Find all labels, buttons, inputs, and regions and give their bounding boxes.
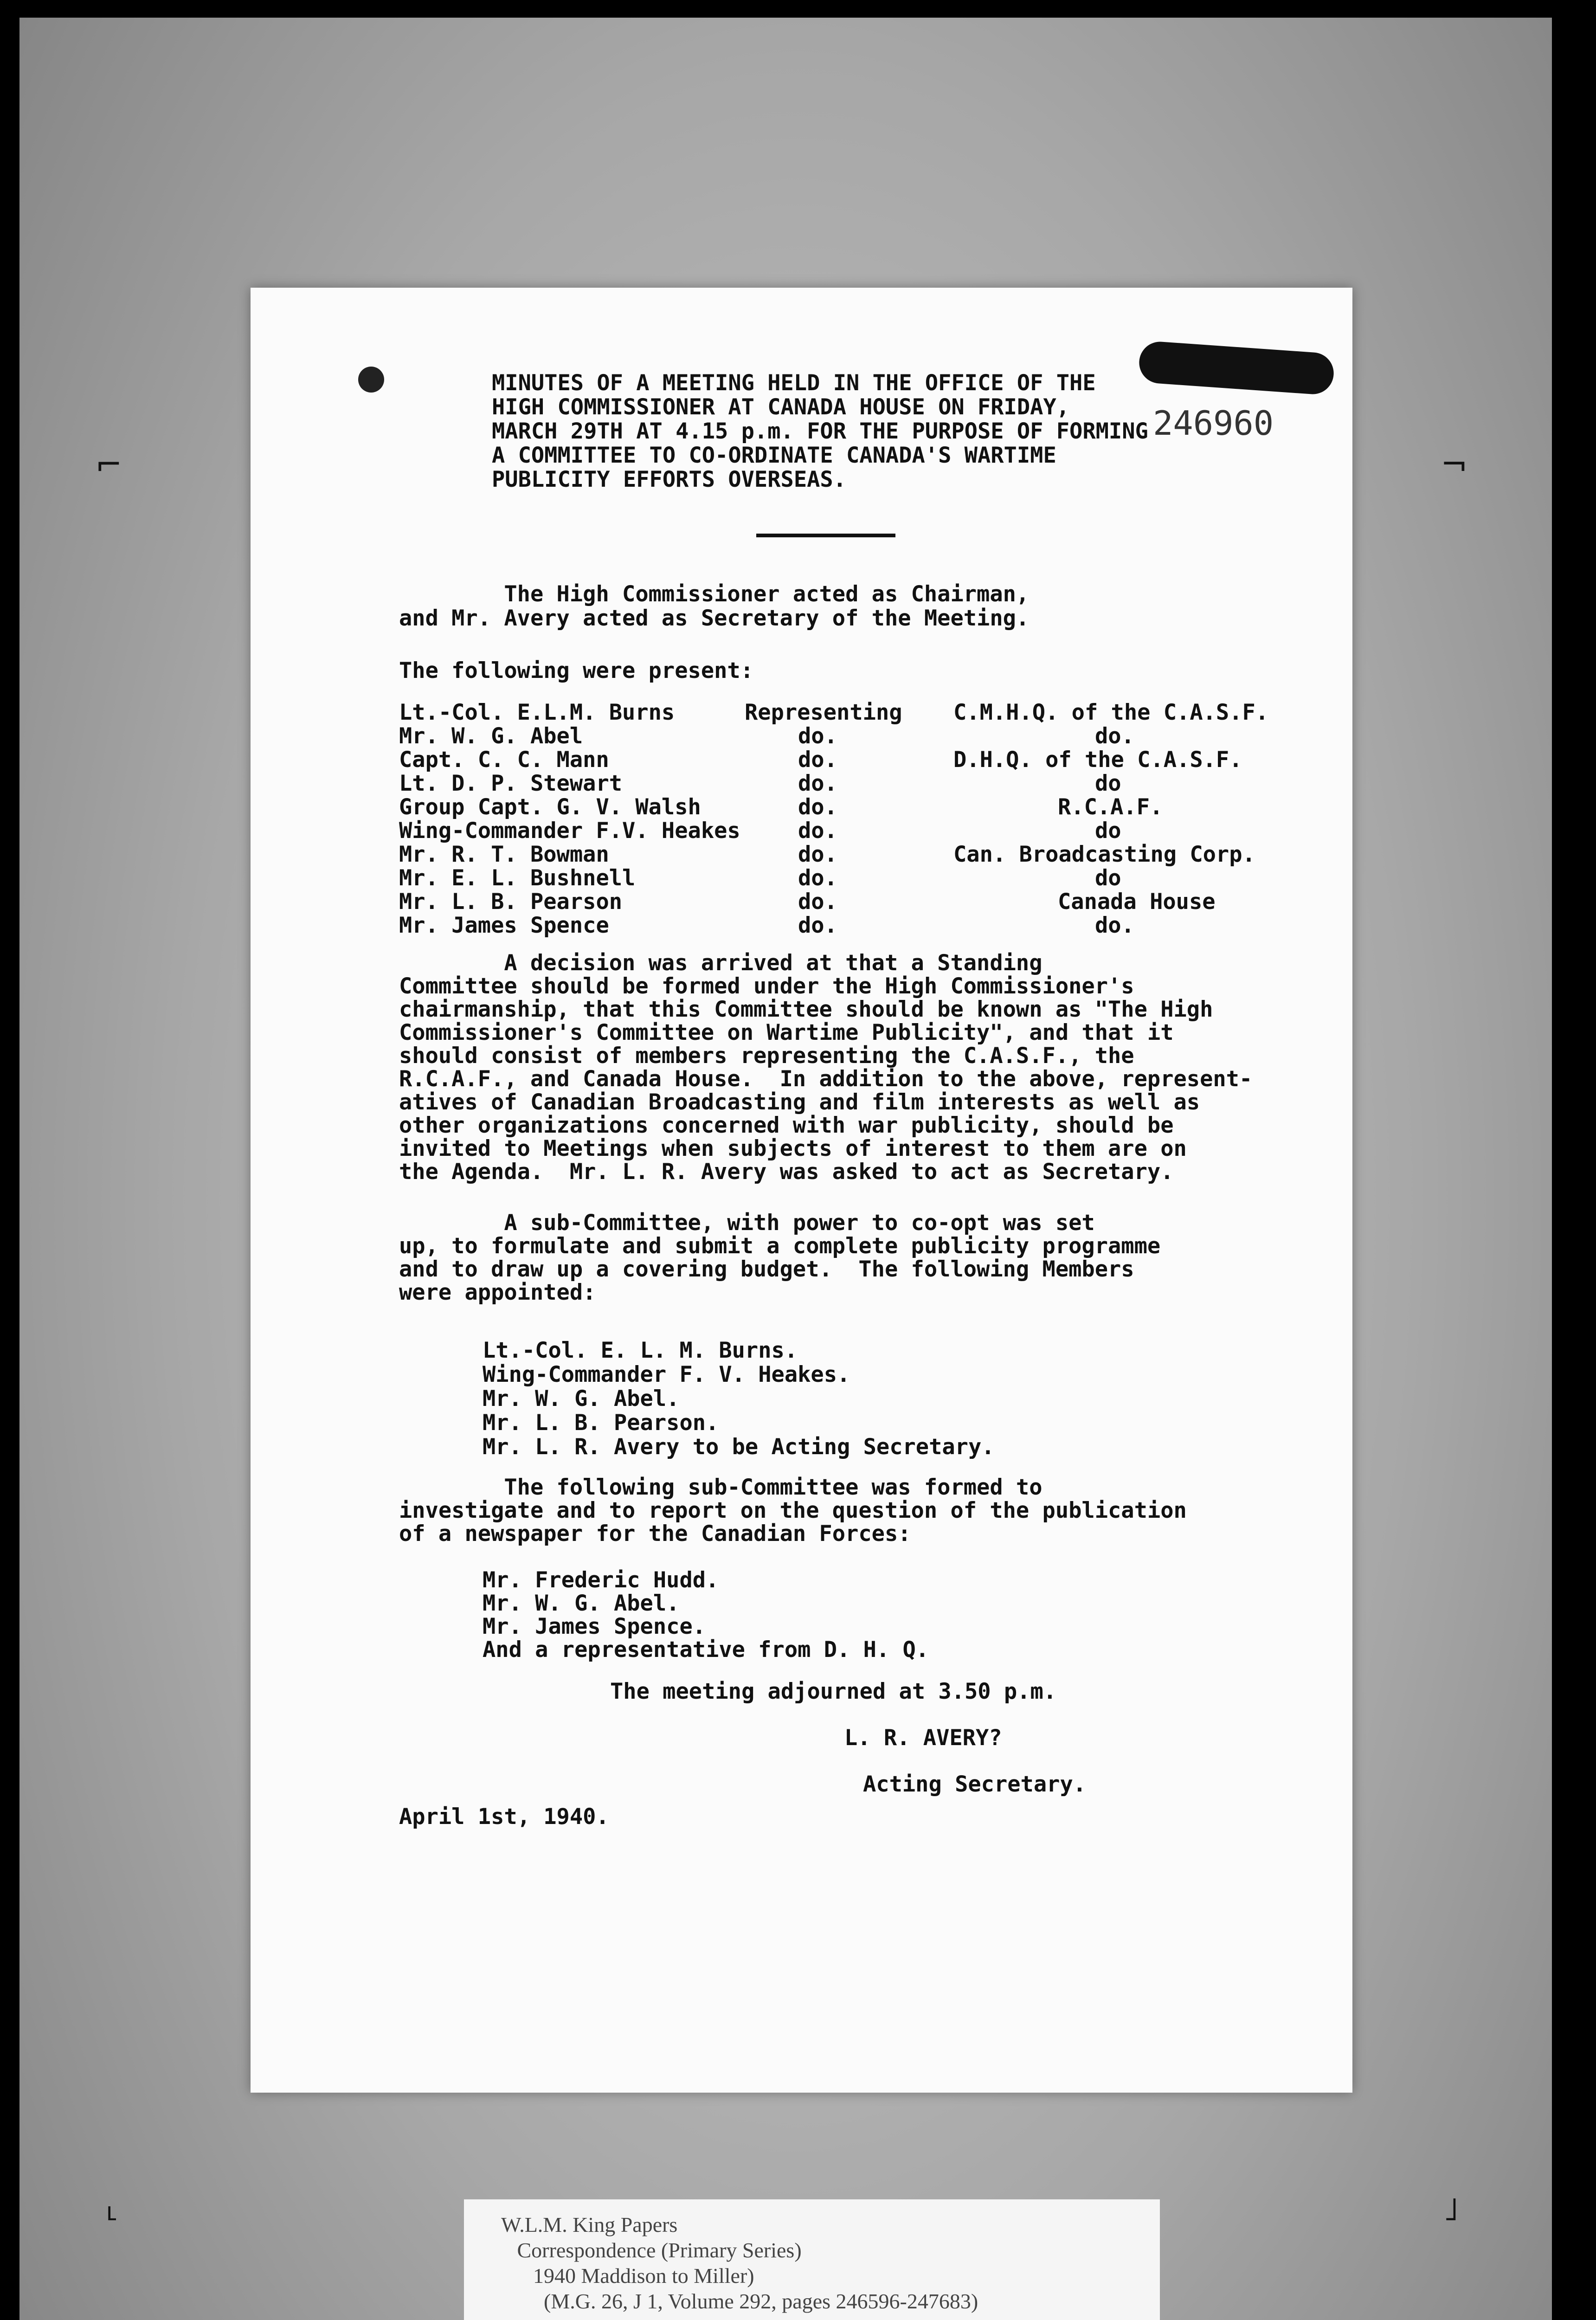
heading-rule xyxy=(756,534,895,537)
attendee-organization: Canada House xyxy=(1058,889,1216,915)
member-line: Wing-Commander F. V. Heakes. xyxy=(483,1362,850,1387)
corner-mark-br: ˩ xyxy=(1443,2190,1459,2228)
attendee-organization: do. xyxy=(1095,723,1134,749)
attendee-organization: D.H.Q. of the C.A.S.F. xyxy=(953,747,1242,773)
subcommittee-paragraph-line: up, to formulate and submit a complete publicity programme xyxy=(399,1233,1161,1259)
subcommittee-paragraph-line: and to draw up a covering budget. The following Members xyxy=(399,1257,1134,1282)
archive-reference-label xyxy=(464,2199,1160,2320)
heading-line: PUBLICITY EFFORTS OVERSEAS. xyxy=(492,467,847,492)
attendee-representing: do. xyxy=(798,913,837,938)
document-date: April 1st, 1940. xyxy=(399,1804,609,1830)
subcommittee-member-line: Mr. James Spence. xyxy=(483,1614,706,1639)
archive-label-line: W.L.M. King Papers xyxy=(501,2213,678,2236)
attendee-representing: do. xyxy=(798,794,837,820)
member-line: Lt.-Col. E. L. M. Burns. xyxy=(483,1338,798,1363)
attendee-organization: do xyxy=(1095,818,1121,844)
attendee-representing: do. xyxy=(798,818,837,844)
adjourned-line: The meeting adjourned at 3.50 p.m. xyxy=(610,1679,1057,1704)
decision-paragraph-line: Committee should be formed under the High Commissioner's xyxy=(399,973,1134,999)
attendee-organization: Can. Broadcasting Corp. xyxy=(953,842,1255,867)
heading-line: MARCH 29TH AT 4.15 p.m. FOR THE PURPOSE OF FORMING xyxy=(492,419,1148,444)
signatory-name: L. R. AVERY? xyxy=(844,1725,1002,1751)
film-border-left xyxy=(0,0,19,2320)
attendee-name: Mr. E. L. Bushnell xyxy=(399,865,636,891)
member-line: Mr. W. G. Abel. xyxy=(483,1386,680,1411)
decision-paragraph-line: other organizations concerned with war publicity, should be xyxy=(399,1113,1174,1138)
decision-paragraph-line: Commissioner's Committee on Wartime Publicity", and that it xyxy=(399,1020,1174,1045)
attendee-representing: do. xyxy=(798,842,837,867)
attendee-name: Mr. L. B. Pearson xyxy=(399,889,623,915)
minutes-text xyxy=(251,288,1352,2093)
corner-mark-tl: ⌐ xyxy=(95,445,122,483)
heading-line: MINUTES OF A MEETING HELD IN THE OFFICE OF THE xyxy=(492,370,1096,396)
attendee-organization: C.M.H.Q. of the C.A.S.F. xyxy=(953,700,1269,725)
attendee-name: Mr. James Spence xyxy=(399,913,609,938)
signatory-title: Acting Secretary. xyxy=(863,1772,1087,1797)
attendee-representing: do. xyxy=(798,771,837,796)
attendee-name: Group Capt. G. V. Walsh xyxy=(399,794,701,820)
attendee-representing: Representing xyxy=(745,700,902,725)
decision-paragraph-line: atives of Canadian Broadcasting and film interests as well as xyxy=(399,1089,1200,1115)
attendee-name: Mr. R. T. Bowman xyxy=(399,842,609,867)
attendee-representing: do. xyxy=(798,865,837,891)
newspaper-paragraph-line: of a newspaper for the Canadian Forces: xyxy=(399,1521,911,1547)
intro-line: The High Commissioner acted as Chairman, xyxy=(399,581,1030,607)
decision-paragraph-line: should consist of members representing the C.A.S.F., the xyxy=(399,1043,1134,1069)
intro-line: and Mr. Avery acted as Secretary of the Meeting. xyxy=(399,606,1030,631)
film-border-right xyxy=(1552,0,1596,2320)
attendee-organization: R.C.A.F. xyxy=(1058,794,1163,820)
heading-line: HIGH COMMISSIONER AT CANADA HOUSE ON FRIDAY, xyxy=(492,394,1070,420)
attendee-name: Lt. D. P. Stewart xyxy=(399,771,623,796)
decision-paragraph-line: chairmanship, that this Committee should be known as "The High xyxy=(399,997,1213,1022)
subcommittee-paragraph-line: A sub-Committee, with power to co-opt was set xyxy=(399,1210,1095,1236)
present-label: The following were present: xyxy=(399,658,754,683)
document-number: 246960 xyxy=(1153,404,1274,443)
decision-paragraph-line: the Agenda. Mr. L. R. Avery was asked to act as Secretary. xyxy=(399,1159,1174,1185)
newspaper-paragraph-line: The following sub-Committee was formed to xyxy=(399,1475,1043,1500)
attendee-organization: do. xyxy=(1095,913,1134,938)
attendee-name: Wing-Commander F.V. Heakes xyxy=(399,818,740,844)
decision-paragraph-line: A decision was arrived at that a Standing xyxy=(399,950,1043,976)
archive-label-line: (M.G. 26, J 1, Volume 292, pages 246596-247683) xyxy=(501,2289,978,2313)
subcommittee-member-line: And a representative from D. H. Q. xyxy=(483,1637,929,1663)
decision-paragraph-line: invited to Meetings when subjects of interest to them are on xyxy=(399,1136,1187,1161)
subcommittee-paragraph-line: were appointed: xyxy=(399,1280,596,1305)
subcommittee-member-line: Mr. W. G. Abel. xyxy=(483,1591,680,1616)
typed-page xyxy=(251,288,1352,2093)
heading-line: A COMMITTEE TO CO-ORDINATE CANADA'S WARTIME xyxy=(492,443,1056,468)
attendee-organization: do xyxy=(1095,771,1121,796)
archive-label-line: 1940 Maddison to Miller) xyxy=(501,2264,754,2288)
attendee-name: Lt.-Col. E.L.M. Burns xyxy=(399,700,675,725)
member-line: Mr. L. B. Pearson. xyxy=(483,1410,719,1436)
attendee-representing: do. xyxy=(798,747,837,773)
corner-mark-tr: ¬ xyxy=(1441,445,1468,483)
corner-mark-bl: ˪ xyxy=(107,2190,118,2228)
newspaper-paragraph-line: investigate and to report on the question of the publication xyxy=(399,1498,1187,1523)
member-line: Mr. L. R. Avery to be Acting Secretary. xyxy=(483,1434,995,1460)
archive-label-line: Correspondence (Primary Series) xyxy=(501,2238,802,2262)
attendee-name: Mr. W. G. Abel xyxy=(399,723,583,749)
attendee-representing: do. xyxy=(798,723,837,749)
attendee-name: Capt. C. C. Mann xyxy=(399,747,609,773)
attendee-organization: do xyxy=(1095,865,1121,891)
film-border-top xyxy=(0,0,1596,18)
decision-paragraph-line: R.C.A.F., and Canada House. In addition to the above, represent- xyxy=(399,1066,1253,1092)
attendee-representing: do. xyxy=(798,889,837,915)
subcommittee-member-line: Mr. Frederic Hudd. xyxy=(483,1567,719,1593)
